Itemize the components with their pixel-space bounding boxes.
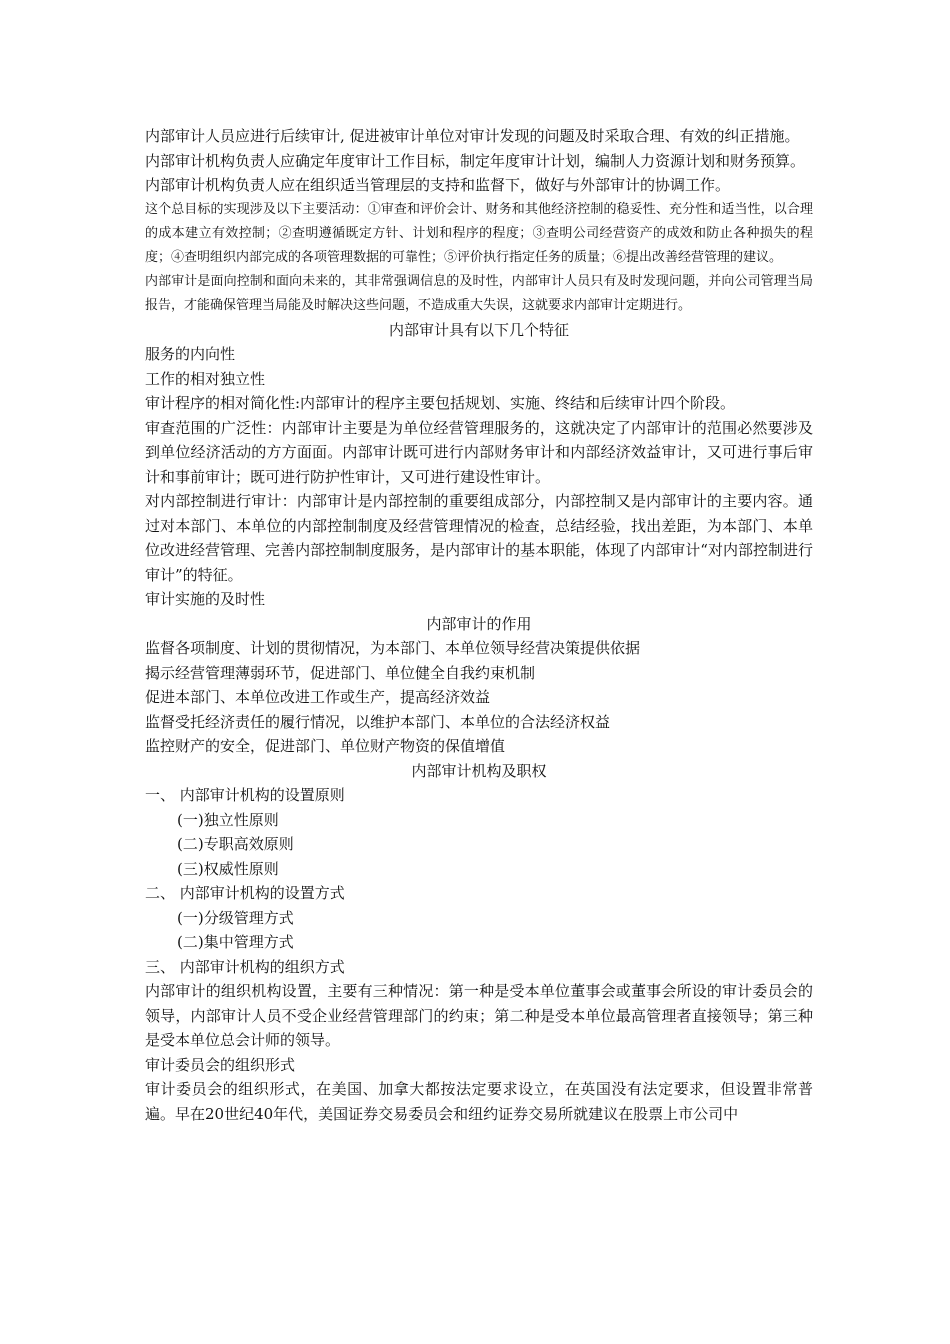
principle-item: (二)专职高效原则: [177, 835, 294, 853]
paragraph: 内部审计机构负责人应在组织适当管理层的支持和监督下，做好与外部审计的协调工作。: [145, 176, 731, 194]
feature-item: 审查范围的广泛性：内部审计主要是为单位经营管理服务的，这就决定了内部审计的范围必然要涉及到单位经济活动的方方面面。内部审计既可进行内部财务审计和内部经济效益审计，又可进行事后审计和事前审计；既可进行防护性审计，又可进行建设性审计。: [145, 418, 813, 486]
feature-item: 工作的相对独立性: [145, 369, 266, 388]
role-item: 揭示经营管理薄弱环节，促进部门、单位健全自我约束机制: [145, 663, 536, 682]
feature-item: 审计程序的相对简化性:内部审计的程序主要包括规划、实施、终结和后续审计四个阶段。: [145, 394, 736, 412]
role-item: 促进本部门、本单位改进工作或生产，提高经济效益: [145, 688, 491, 706]
principle-item: (一)独立性原则: [177, 810, 279, 829]
method-item: (二)集中管理方式: [177, 933, 294, 951]
subsection-title: 二、 内部审计机构的设置方式: [145, 884, 345, 902]
small-paragraph: 内部审计是面向控制和面向未来的，其非常强调信息的及时性，内部审计人员只有及时发现问题，并向公司管理当局报告，才能确保管理当局能及时解决这些问题，不造成重大失误，这就要求内部审计定期进行。: [145, 273, 813, 313]
paragraph: 审计委员会的组织形式，在美国、加拿大都按法定要求设立，在英国没有法定要求，但设置非常普遍。早在20世纪40年代，美国证券交易委员会和纽约证券交易所就建议在股票上市公司中: [145, 1080, 813, 1123]
feature-item: 审计实施的及时性: [145, 590, 266, 608]
feature-item: 服务的内向性: [145, 345, 236, 363]
paragraph: 内部审计的组织机构设置，主要有三种情况：第一种是受本单位董事会或董事会所设的审计委员会的领导，内部审计人员不受企业经营管理部门的约束；第二种是受本单位最高管理者直接领导；第三种是受本单位总会计师的领导。: [145, 982, 813, 1049]
feature-item: 对内部控制进行审计：内部审计是内部控制的重要组成部分，内部控制又是内部审计的主要内容。通过对本部门、本单位的内部控制制度及经营管理情况的检查，总结经验，找出差距，为本部门、本单位改进经营管理、完善内部控制制度服务，是内部审计的基本职能，体现了内部审计“对内部控制进行审计”的特征。: [145, 492, 813, 584]
small-paragraph: 这个总目标的实现涉及以下主要活动：①审查和评价会计、财务和其他经济控制的稳妥性、充分性和适当性，以合理的成本建立有效控制；②查明遵循既定方针、计划和程序的程度；③查明公司经营资产的成效和防止各种损失的程度；④查明组织内部完成的各项管理数据的可靠性；⑤评价执行指定任务的质量；⑥提出改善经营管理的建议。: [145, 201, 813, 265]
section-heading: 内部审计的作用: [426, 614, 532, 633]
role-item: 监督各项制度、计划的贯彻情况，为本部门、本单位领导经营决策提供依据: [145, 639, 641, 657]
section-heading: 内部审计具有以下几个特征: [388, 320, 569, 339]
method-item: (一)分级管理方式: [177, 908, 294, 927]
role-item: 监督受托经济责任的履行情况，以维护本部门、本单位的合法经济权益: [145, 712, 611, 731]
section-heading: 内部审计机构及职权: [411, 761, 547, 780]
paragraph: 审计委员会的组织形式: [145, 1055, 296, 1074]
paragraph: 内部审计人员应进行后续审计, 促进被审计单位对审计发现的问题及时采取合理、有效的纠正措施。: [145, 127, 800, 145]
paragraph: 内部审计机构负责人应确定年度审计工作目标，制定年度审计计划，编制人力资源计划和财务预算。: [145, 151, 806, 170]
document-page: [145, 124, 813, 1126]
subsection-title: 三、 内部审计机构的组织方式: [145, 957, 345, 976]
subsection-title: 一、 内部审计机构的设置原则: [145, 786, 345, 804]
role-item: 监控财产的安全，促进部门、单位财产物资的保值增值: [145, 737, 506, 755]
principle-item: (三)权威性原则: [177, 859, 279, 878]
